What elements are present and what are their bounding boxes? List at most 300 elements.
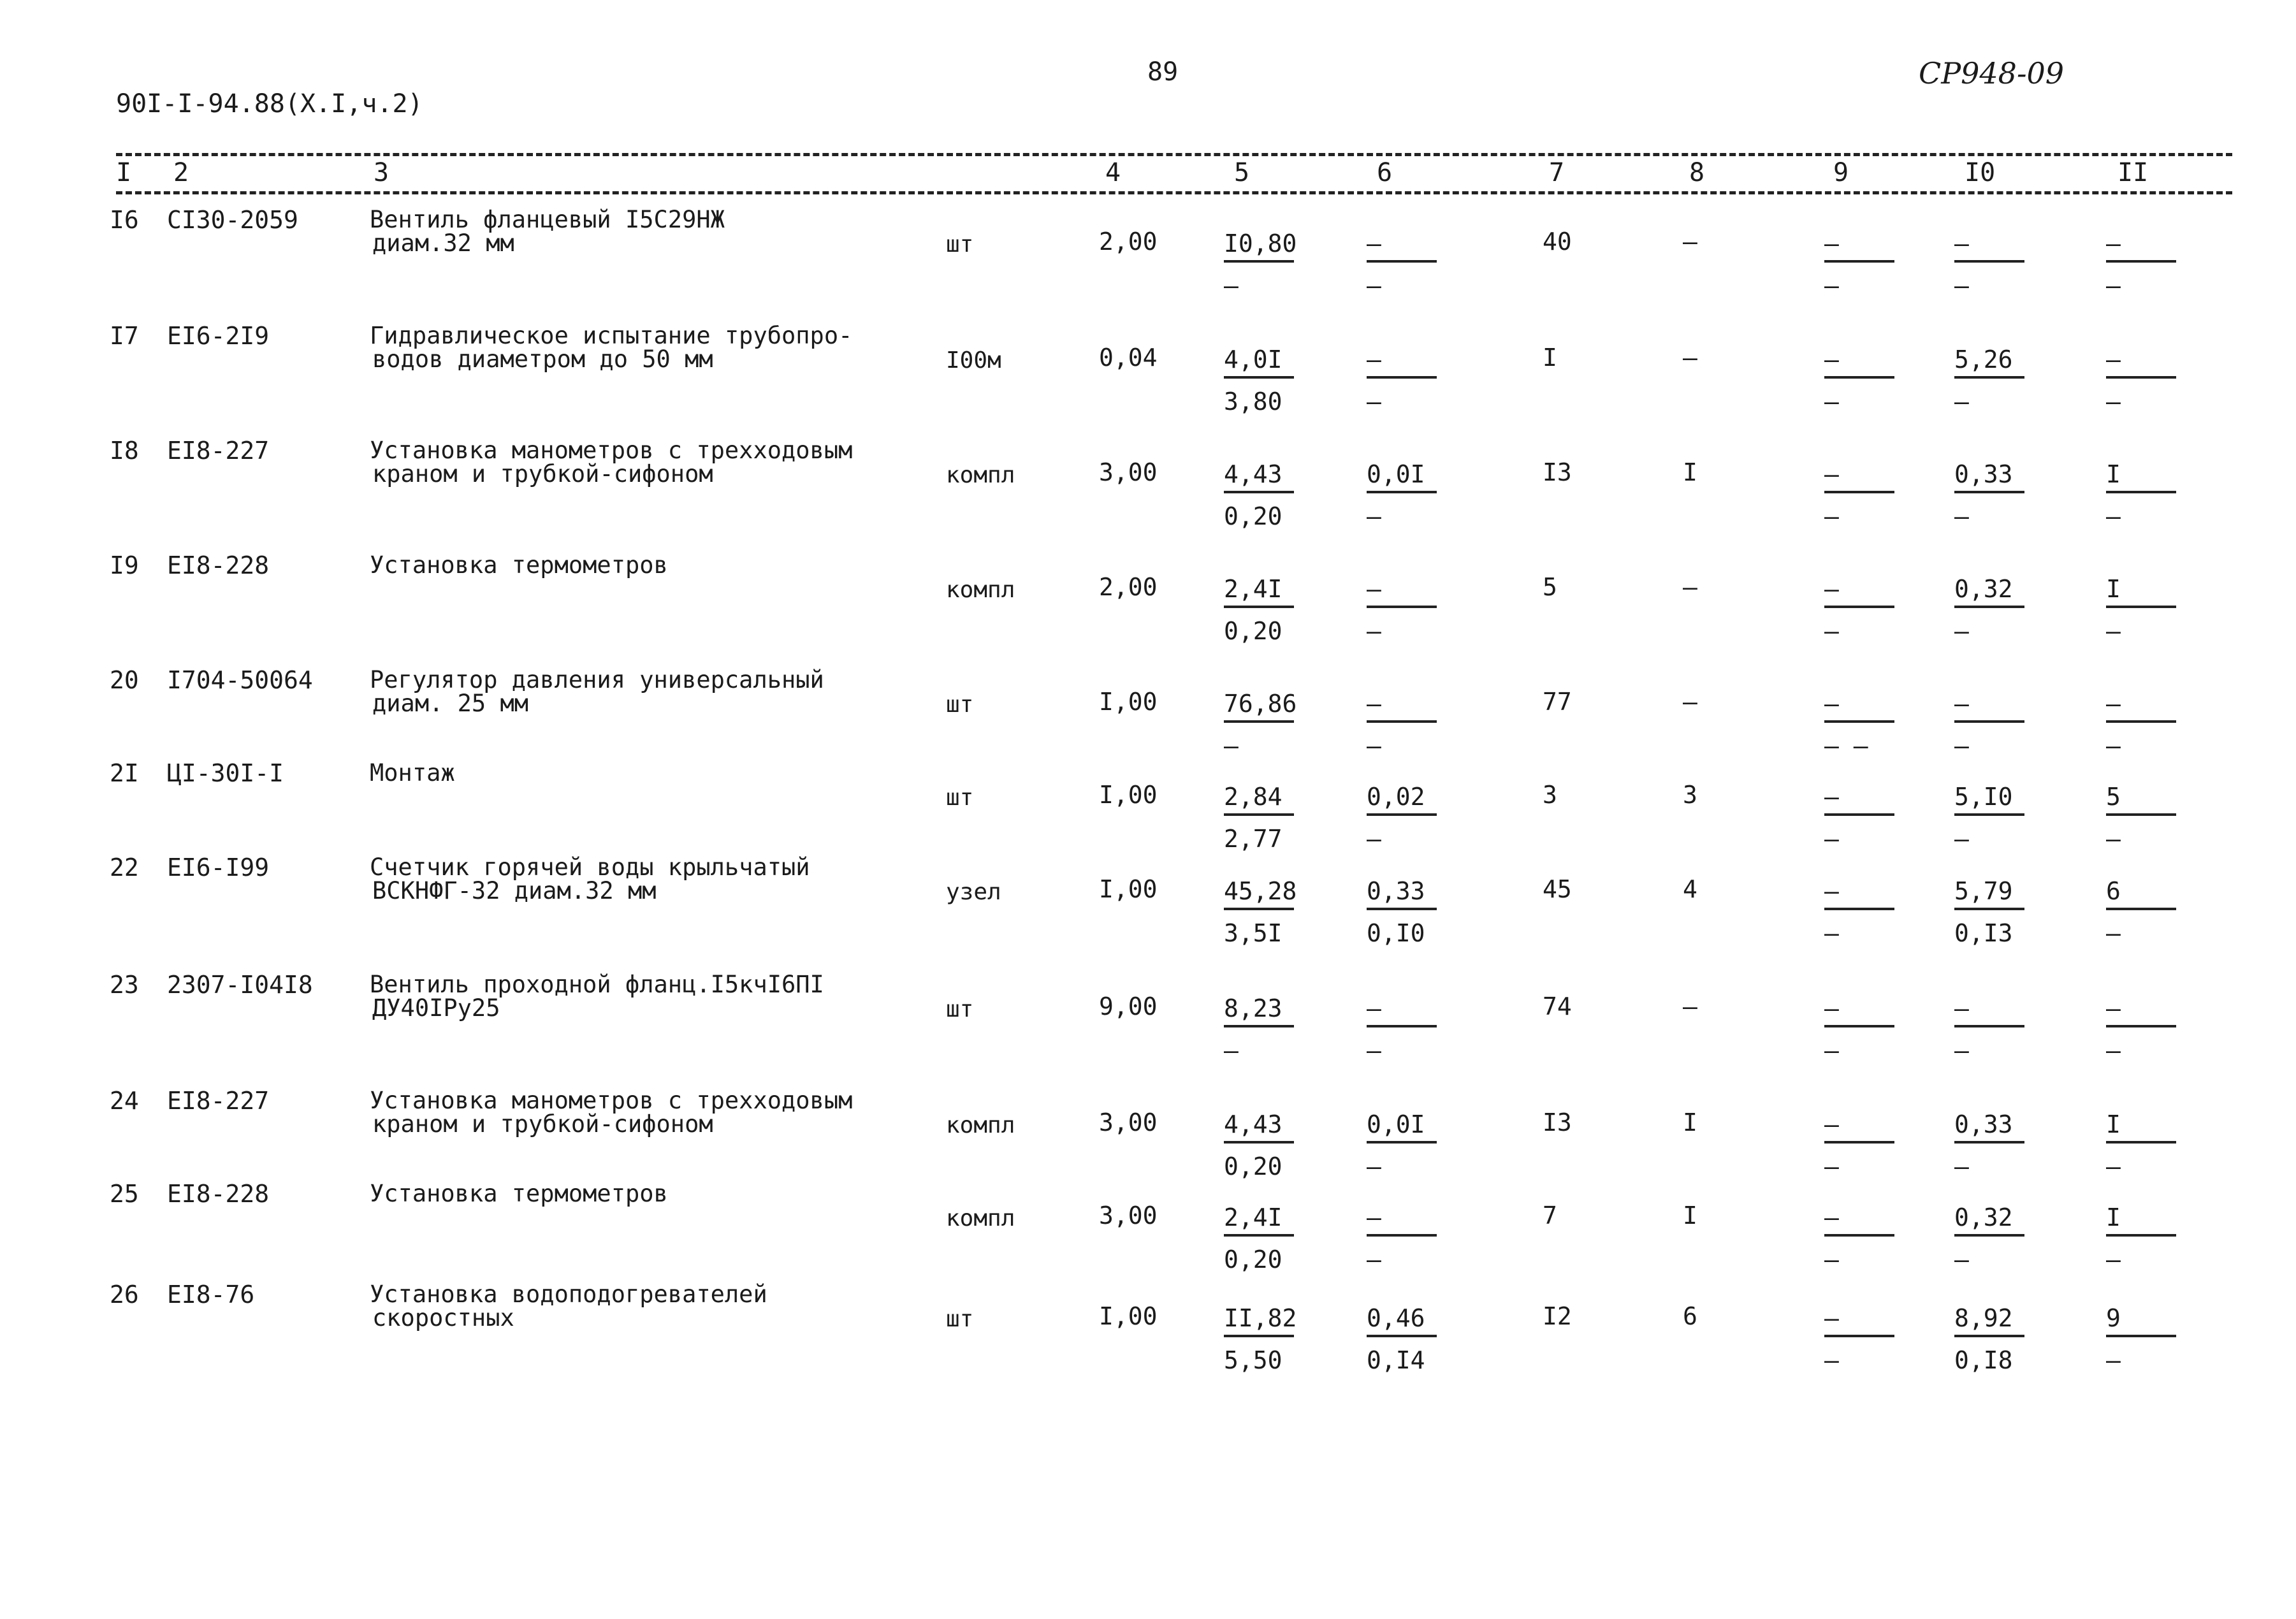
value-bottom: – — [2106, 1036, 2121, 1064]
cost-col-5 — [1224, 575, 1313, 658]
header-rule-top — [116, 153, 2232, 156]
fraction-bar — [1954, 1234, 2024, 1237]
cost-col-7: 77 — [1543, 688, 1572, 716]
unit-of-measure: узел — [946, 879, 1001, 905]
cost-col-7: 40 — [1543, 228, 1572, 256]
col-header-5: 5 — [1234, 158, 1250, 187]
row-number: 20 — [110, 666, 139, 694]
cost-col-9 — [1824, 345, 1914, 428]
cost-col-7: 74 — [1543, 992, 1572, 1020]
fraction-bar — [1954, 260, 2024, 263]
value-bottom: – — [1367, 1245, 1381, 1274]
value-top: I — [2106, 575, 2121, 603]
value-bottom: – — [1224, 732, 1239, 760]
value-top: 0,02 — [1367, 783, 1425, 811]
value-top: II,82 — [1224, 1304, 1297, 1332]
cost-col-11 — [2106, 229, 2195, 312]
cost-col-5 — [1224, 1304, 1313, 1387]
fraction-bar — [2106, 606, 2176, 608]
value-bottom: – — [2106, 825, 2121, 853]
table-row — [0, 428, 2296, 543]
value-top: – — [2106, 690, 2121, 718]
work-description — [370, 1182, 668, 1205]
fraction-bar — [1954, 1141, 2024, 1143]
value-top: – — [1824, 460, 1839, 488]
cost-col-5 — [1224, 345, 1313, 428]
table-row — [0, 314, 2296, 428]
value-bottom: – — [1824, 825, 1839, 853]
description-line-2: краном и трубкой-сифоном — [372, 460, 713, 488]
cost-col-11 — [2106, 345, 2195, 428]
rate-code: EI8-76 — [167, 1281, 255, 1309]
value-bottom: – — [1367, 1036, 1381, 1064]
value-bottom: 0,I4 — [1367, 1346, 1425, 1374]
col-header-8: 8 — [1689, 158, 1705, 187]
unit-of-measure: шт — [946, 996, 974, 1022]
value-top: 0,0I — [1367, 460, 1425, 488]
value-top: – — [1824, 994, 1839, 1022]
cost-col-11 — [2106, 460, 2195, 543]
work-description — [370, 439, 852, 486]
cost-col-5 — [1224, 460, 1313, 543]
fraction-bar — [2106, 1335, 2176, 1337]
row-number: 25 — [110, 1180, 139, 1208]
value-top: 5,26 — [1954, 345, 2013, 374]
col-header-3: 3 — [374, 158, 389, 187]
cost-col-5 — [1224, 994, 1313, 1077]
quantity: I,00 — [1099, 781, 1158, 809]
fraction-bar — [1367, 260, 1437, 263]
fraction-bar — [1367, 1141, 1437, 1143]
value-top: I — [2106, 460, 2121, 488]
fraction-bar — [1367, 1025, 1437, 1027]
description-line-2: диам. 25 мм — [372, 690, 529, 717]
fraction-bar — [1824, 720, 1894, 723]
value-bottom: – — [2106, 272, 2121, 300]
cost-col-8: I — [1683, 458, 1697, 486]
unit-of-measure: компл — [946, 462, 1015, 488]
cost-col-7: 45 — [1543, 875, 1572, 903]
cost-col-10 — [1954, 877, 2044, 960]
row-number: 2I — [110, 759, 139, 787]
cost-col-8: I — [1683, 1108, 1697, 1136]
description-line-1: Монтаж — [370, 759, 455, 787]
value-top: 2,84 — [1224, 783, 1282, 811]
fraction-bar — [1824, 606, 1894, 608]
table-row — [0, 1172, 2296, 1286]
value-top: – — [1824, 690, 1839, 718]
value-top: – — [1367, 1203, 1381, 1231]
cost-col-8: – — [1683, 573, 1697, 601]
description-line-2: скоростных — [372, 1304, 514, 1332]
table-row — [0, 962, 2296, 1077]
fraction-bar — [1224, 813, 1294, 816]
value-bottom: 3,80 — [1224, 388, 1282, 416]
unit-of-measure: компл — [946, 577, 1015, 603]
work-description — [370, 208, 725, 255]
value-bottom: – — [1367, 825, 1381, 853]
quantity: I,00 — [1099, 688, 1158, 716]
value-bottom: – — [1824, 617, 1839, 645]
table-row — [0, 1272, 2296, 1387]
cost-col-8: – — [1683, 992, 1697, 1020]
quantity: 3,00 — [1099, 1202, 1158, 1230]
cost-col-10 — [1954, 229, 2044, 312]
value-top: 76,86 — [1224, 690, 1297, 718]
table-row — [0, 543, 2296, 658]
value-top: – — [1367, 690, 1381, 718]
value-bottom: 0,20 — [1224, 617, 1282, 645]
fraction-bar — [1224, 720, 1294, 723]
cost-col-10 — [1954, 1304, 2044, 1387]
value-bottom: 0,20 — [1224, 502, 1282, 530]
value-bottom: – — [2106, 1245, 2121, 1274]
cost-col-6 — [1367, 1304, 1456, 1387]
value-top: – — [1824, 877, 1839, 905]
quantity: I,00 — [1099, 1302, 1158, 1330]
value-bottom: 0,I0 — [1367, 919, 1425, 947]
col-header-2: 2 — [173, 158, 189, 187]
quantity: 2,00 — [1099, 573, 1158, 601]
fraction-bar — [1824, 1234, 1894, 1237]
value-bottom: – — [1954, 272, 1969, 300]
value-top: – — [1954, 690, 1969, 718]
value-bottom: – — [1824, 1346, 1839, 1374]
value-bottom: – — [1824, 388, 1839, 416]
description-line-1: Установка водоподогревателей — [370, 1281, 767, 1308]
cost-col-7: 5 — [1543, 573, 1557, 601]
value-bottom: – — [2106, 1346, 2121, 1374]
fraction-bar — [1367, 376, 1437, 379]
rate-code: EI8-228 — [167, 551, 270, 579]
value-bottom: – — [2106, 732, 2121, 760]
fraction-bar — [1824, 1141, 1894, 1143]
value-bottom: – — [1954, 732, 1969, 760]
rate-code: I704-50064 — [167, 666, 313, 694]
description-line-2: водов диаметром до 50 мм — [372, 345, 713, 373]
col-header-1: I — [116, 158, 132, 187]
value-bottom: – — [2106, 1152, 2121, 1180]
value-top: 0,46 — [1367, 1304, 1425, 1332]
value-top: 4,43 — [1224, 460, 1282, 488]
description-line-2: краном и трубкой-сифоном — [372, 1110, 713, 1138]
cost-col-11 — [2106, 1304, 2195, 1387]
fraction-bar — [1954, 1025, 2024, 1027]
cost-col-8: – — [1683, 688, 1697, 716]
value-top: 5,79 — [1954, 877, 2013, 905]
value-bottom: – — [1954, 1245, 1969, 1274]
work-description — [370, 324, 852, 371]
page-number: 89 — [1147, 57, 1179, 87]
work-description — [370, 553, 668, 577]
cost-col-8: 3 — [1683, 781, 1697, 809]
value-top: 2,4I — [1224, 1203, 1282, 1231]
fraction-bar — [1224, 260, 1294, 263]
value-bottom: – – — [1824, 732, 1868, 760]
cost-col-6 — [1367, 877, 1456, 960]
description-line-2: диам.32 мм — [372, 229, 514, 257]
cost-col-7: I2 — [1543, 1302, 1572, 1330]
value-bottom: 5,50 — [1224, 1346, 1282, 1374]
fraction-bar — [1824, 1025, 1894, 1027]
value-top: – — [1367, 575, 1381, 603]
fraction-bar — [1224, 606, 1294, 608]
value-bottom: – — [2106, 919, 2121, 947]
cost-col-9 — [1824, 575, 1914, 658]
value-bottom: – — [1224, 272, 1239, 300]
fraction-bar — [1367, 813, 1437, 816]
value-bottom: 3,5I — [1224, 919, 1282, 947]
quantity: I,00 — [1099, 875, 1158, 903]
value-top: 0,0I — [1367, 1110, 1425, 1138]
unit-of-measure: шт — [946, 1306, 974, 1332]
fraction-bar — [1367, 720, 1437, 723]
handwritten-stamp: СР948-09 — [1919, 56, 2065, 91]
value-bottom: – — [2106, 388, 2121, 416]
cost-col-10 — [1954, 345, 2044, 428]
work-description — [370, 761, 455, 785]
cost-col-10 — [1954, 460, 2044, 543]
quantity: 2,00 — [1099, 228, 1158, 256]
cost-col-7: 7 — [1543, 1202, 1557, 1230]
cost-col-7: 3 — [1543, 781, 1557, 809]
value-bottom: – — [1367, 502, 1381, 530]
value-bottom: – — [2106, 502, 2121, 530]
row-number: I7 — [110, 322, 139, 350]
value-top: 0,32 — [1954, 1203, 2013, 1231]
fraction-bar — [1367, 908, 1437, 910]
work-description — [370, 668, 824, 715]
value-top: I — [2106, 1110, 2121, 1138]
unit-of-measure: шт — [946, 231, 974, 258]
rate-code: EI6-I99 — [167, 853, 270, 882]
cost-col-9 — [1824, 1304, 1914, 1387]
value-top: 2,4I — [1224, 575, 1282, 603]
quantity: 3,00 — [1099, 1108, 1158, 1136]
document-code: 90I-I-94.88(X.I,ч.2) — [116, 89, 423, 119]
value-top: 45,28 — [1224, 877, 1297, 905]
value-bottom: – — [1824, 1152, 1839, 1180]
fraction-bar — [1824, 1335, 1894, 1337]
fraction-bar — [1954, 376, 2024, 379]
value-top: 4,0I — [1224, 345, 1282, 374]
row-number: 26 — [110, 1281, 139, 1309]
description-line-1: Гидравлическое испытание трубопро- — [370, 322, 853, 349]
cost-col-6 — [1367, 460, 1456, 543]
rate-code: 2307-I04I8 — [167, 971, 313, 999]
value-top: 9 — [2106, 1304, 2121, 1332]
value-top: – — [1954, 994, 1969, 1022]
cost-col-8: – — [1683, 228, 1697, 256]
description-line-1: Установка термометров — [370, 1180, 668, 1207]
value-bottom: – — [1824, 502, 1839, 530]
value-bottom: – — [1954, 388, 1969, 416]
fraction-bar — [1954, 813, 2024, 816]
col-header-11: II — [2118, 158, 2149, 187]
fraction-bar — [2106, 376, 2176, 379]
cost-col-10 — [1954, 994, 2044, 1077]
cost-col-11 — [2106, 575, 2195, 658]
fraction-bar — [2106, 908, 2176, 910]
fraction-bar — [1824, 908, 1894, 910]
value-bottom: – — [1367, 617, 1381, 645]
table-row — [0, 845, 2296, 960]
value-top: – — [1824, 783, 1839, 811]
fraction-bar — [2106, 720, 2176, 723]
description-line-2: ДУ40IРу25 — [372, 994, 500, 1022]
cost-col-11 — [2106, 877, 2195, 960]
value-top: – — [2106, 229, 2121, 258]
cost-col-10 — [1954, 575, 2044, 658]
cost-col-8: I — [1683, 1202, 1697, 1230]
fraction-bar — [2106, 491, 2176, 493]
fraction-bar — [1367, 1234, 1437, 1237]
value-top: 0,33 — [1954, 460, 2013, 488]
description-line-2: ВСКНФГ-32 диам.32 мм — [372, 877, 657, 904]
value-top: – — [2106, 345, 2121, 374]
value-bottom: 0,20 — [1224, 1245, 1282, 1274]
unit-of-measure: компл — [946, 1205, 1015, 1231]
fraction-bar — [1224, 1234, 1294, 1237]
value-top: I0,80 — [1224, 229, 1297, 258]
cost-col-6 — [1367, 575, 1456, 658]
rate-code: EI8-227 — [167, 1087, 270, 1115]
fraction-bar — [1954, 606, 2024, 608]
value-bottom: 0,20 — [1224, 1152, 1282, 1180]
table-row — [0, 198, 2296, 312]
cost-col-7: I — [1543, 344, 1557, 372]
unit-of-measure: I00м — [946, 347, 1001, 374]
value-top: – — [1824, 229, 1839, 258]
value-top: 8,92 — [1954, 1304, 2013, 1332]
work-description — [370, 1089, 852, 1136]
fraction-bar — [1824, 260, 1894, 263]
fraction-bar — [1367, 606, 1437, 608]
fraction-bar — [2106, 1234, 2176, 1237]
value-top: I — [2106, 1203, 2121, 1231]
cost-col-9 — [1824, 994, 1914, 1077]
value-top: 5 — [2106, 783, 2121, 811]
value-bottom: – — [1954, 617, 1969, 645]
value-bottom: – — [2106, 617, 2121, 645]
cost-col-8: 4 — [1683, 875, 1697, 903]
fraction-bar — [2106, 260, 2176, 263]
description-line-1: Вентиль фланцевый I5C29НЖ — [370, 206, 725, 233]
value-bottom: – — [1367, 732, 1381, 760]
fraction-bar — [1224, 908, 1294, 910]
fraction-bar — [1954, 1335, 2024, 1337]
cost-col-8: – — [1683, 344, 1697, 372]
fraction-bar — [1954, 908, 2024, 910]
cost-col-7: I3 — [1543, 1108, 1572, 1136]
description-line-1: Установка термометров — [370, 551, 668, 579]
row-number: I9 — [110, 551, 139, 579]
fraction-bar — [1224, 1335, 1294, 1337]
value-top: 0,32 — [1954, 575, 2013, 603]
description-line-1: Регулятор давления универсальный — [370, 666, 824, 693]
value-top: 5,I0 — [1954, 783, 2013, 811]
fraction-bar — [1224, 1025, 1294, 1027]
value-top: 6 — [2106, 877, 2121, 905]
cost-col-9 — [1824, 460, 1914, 543]
cost-col-5 — [1224, 877, 1313, 960]
fraction-bar — [2106, 813, 2176, 816]
value-top: 4,43 — [1224, 1110, 1282, 1138]
value-bottom: – — [1367, 272, 1381, 300]
value-top: 8,23 — [1224, 994, 1282, 1022]
value-bottom: – — [1824, 1036, 1839, 1064]
fraction-bar — [1824, 376, 1894, 379]
cost-col-6 — [1367, 229, 1456, 312]
value-top: – — [2106, 994, 2121, 1022]
description-line-1: Установка манометров с трехходовым — [370, 437, 853, 464]
work-description — [370, 855, 810, 903]
value-top: – — [1367, 229, 1381, 258]
cost-col-11 — [2106, 994, 2195, 1077]
row-number: 24 — [110, 1087, 139, 1115]
value-bottom: – — [1824, 1245, 1839, 1274]
value-top: – — [1367, 345, 1381, 374]
quantity: 3,00 — [1099, 458, 1158, 486]
fraction-bar — [1824, 813, 1894, 816]
cost-col-6 — [1367, 345, 1456, 428]
description-line-1: Счетчик горячей воды крыльчатый — [370, 853, 810, 881]
cost-col-8: 6 — [1683, 1302, 1697, 1330]
value-bottom: – — [1824, 272, 1839, 300]
cost-col-5 — [1224, 229, 1313, 312]
unit-of-measure: компл — [946, 1112, 1015, 1138]
work-description — [370, 973, 824, 1020]
row-number: I8 — [110, 437, 139, 465]
value-bottom: 0,I3 — [1954, 919, 2013, 947]
fraction-bar — [1367, 1335, 1437, 1337]
value-top: 0,33 — [1954, 1110, 2013, 1138]
rate-code: ЦI-30I-I — [167, 759, 284, 787]
description-line-1: Вентиль проходной фланц.I5кчI6ПI — [370, 971, 824, 998]
value-bottom: – — [1954, 825, 1969, 853]
unit-of-measure: шт — [946, 692, 974, 718]
row-number: 22 — [110, 853, 139, 882]
fraction-bar — [2106, 1141, 2176, 1143]
value-bottom: – — [1954, 1152, 1969, 1180]
value-bottom: – — [1367, 388, 1381, 416]
value-bottom: – — [1954, 1036, 1969, 1064]
value-bottom: – — [1824, 919, 1839, 947]
value-top: – — [1824, 1110, 1839, 1138]
value-top: – — [1824, 575, 1839, 603]
rate-code: EI6-2I9 — [167, 322, 270, 350]
work-description — [370, 1282, 767, 1330]
fraction-bar — [2106, 1025, 2176, 1027]
value-bottom: 2,77 — [1224, 825, 1282, 853]
cost-col-9 — [1824, 229, 1914, 312]
fraction-bar — [1954, 720, 2024, 723]
fraction-bar — [1224, 491, 1294, 493]
col-header-7: 7 — [1549, 158, 1565, 187]
fraction-bar — [1224, 376, 1294, 379]
fraction-bar — [1224, 1141, 1294, 1143]
value-top: – — [1824, 1203, 1839, 1231]
fraction-bar — [1824, 491, 1894, 493]
value-bottom: – — [1367, 1152, 1381, 1180]
quantity: 0,04 — [1099, 344, 1158, 372]
cost-col-9 — [1824, 877, 1914, 960]
rate-code: EI8-228 — [167, 1180, 270, 1208]
quantity: 9,00 — [1099, 992, 1158, 1020]
row-number: 23 — [110, 971, 139, 999]
value-top: – — [1367, 994, 1381, 1022]
value-top: 0,33 — [1367, 877, 1425, 905]
